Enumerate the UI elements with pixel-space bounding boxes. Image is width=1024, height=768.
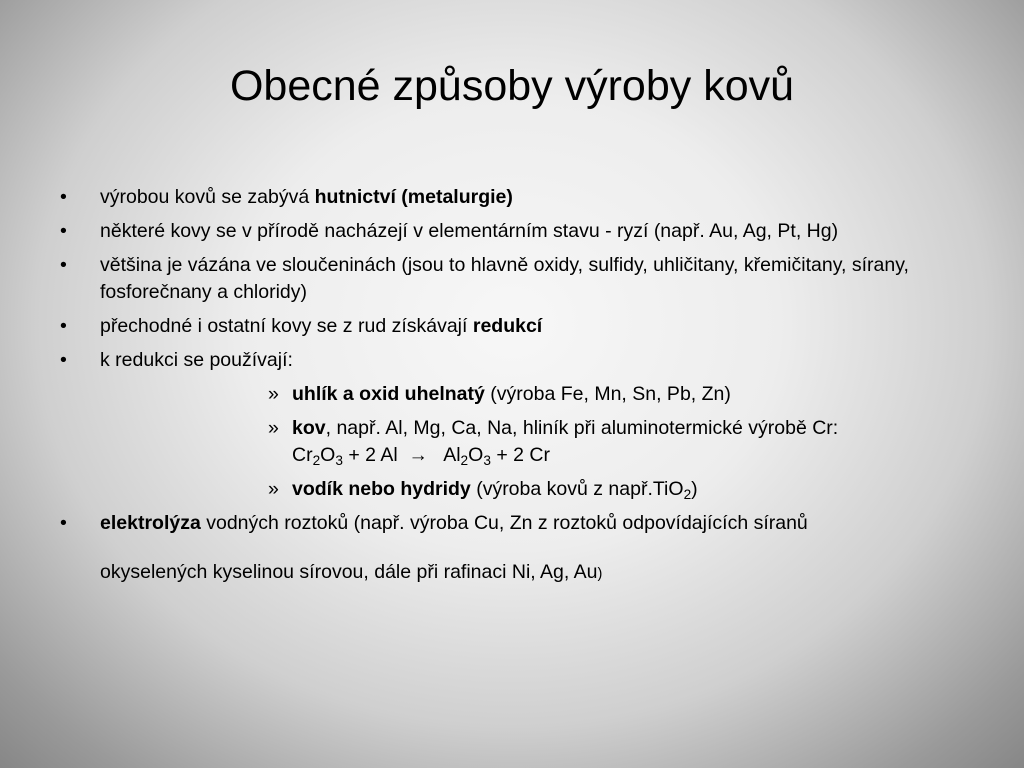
sub-bullet-icon: » (268, 383, 279, 405)
item-text: většina je vázána ve sloučeninách (jsou to hlavně oxidy, sulfidy, uhličitany, křemičitany, sírany, fosforečnany a chloridy) (100, 254, 909, 303)
bullet-icon: • (60, 315, 67, 337)
sub-item-hydrogen (60, 476, 960, 503)
list-item (60, 313, 960, 340)
item-text: některé kovy se v přírodě nacházejí v elementárním stavu - ryzí (např. Au, Ag, Pt, Hg) (100, 220, 839, 242)
list-item (60, 347, 960, 374)
list-item (60, 184, 960, 211)
item-bold: elektrolýza (100, 512, 201, 534)
list-item (60, 218, 960, 245)
item-text: výrobou kovů se zabývá (100, 186, 315, 208)
bullet-icon: • (60, 512, 67, 534)
sub-item-text: (výroba kovů z např.TiO (470, 478, 684, 500)
item-bold: redukcí (472, 315, 543, 337)
list-item (60, 510, 960, 588)
eq-plus-al: + 2 Al → (342, 444, 444, 466)
eq-plus-cr: + 2 Cr (490, 444, 550, 466)
sub-item-text: (výroba Fe, Mn, Sn, Pb, Zn) (484, 383, 731, 405)
bullet-list (60, 184, 960, 595)
sub-item-close: ) (691, 478, 698, 500)
bullet-icon: • (60, 186, 67, 208)
bullet-icon: • (60, 349, 67, 371)
eq-sub: 2 (312, 453, 321, 469)
item-text-line2: okyselených kyselinou sírovou, dále při rafinaci Ni, Ag, Au (100, 561, 598, 583)
eq-o: O (320, 444, 336, 466)
sub-item-carbon (60, 381, 960, 408)
eq-sub: 3 (335, 453, 343, 469)
item-text: vodných roztoků (např. výroba Cu, Zn z roztoků odpovídajících síranů (200, 512, 808, 534)
sub-bullet-icon: » (268, 478, 279, 500)
eq-sub: 3 (483, 453, 491, 469)
sub-item-metal (60, 415, 960, 469)
list-item (60, 252, 960, 306)
sub-item-bold: vodík nebo hydridy (292, 478, 471, 500)
item-text: přechodné i ostatní kovy se z rud získávají (100, 315, 473, 337)
eq-sub: 2 (460, 453, 469, 469)
bullet-icon: • (60, 254, 67, 276)
eq-cr: Cr (292, 444, 313, 466)
sub-item-bold: uhlík a oxid uhelnatý (292, 383, 485, 405)
sub-item-text: , např. Al, Mg, Ca, Na, hliník při aluminotermické výrobě Cr: (325, 417, 839, 439)
eq-al: Al (443, 444, 461, 466)
reaction-equation (292, 444, 550, 469)
eq-o: O (468, 444, 484, 466)
sub-item-bold: kov (292, 417, 326, 439)
item-bold: hutnictví (metalurgie) (314, 186, 513, 208)
bullet-icon: • (60, 220, 67, 242)
slide-title: Obecné způsoby výroby kovů (229, 62, 795, 110)
sub-item-subscript: 2 (683, 487, 692, 503)
item-close: ) (597, 566, 603, 582)
sub-bullet-icon: » (268, 417, 279, 439)
item-text: k redukci se používají: (100, 349, 293, 371)
